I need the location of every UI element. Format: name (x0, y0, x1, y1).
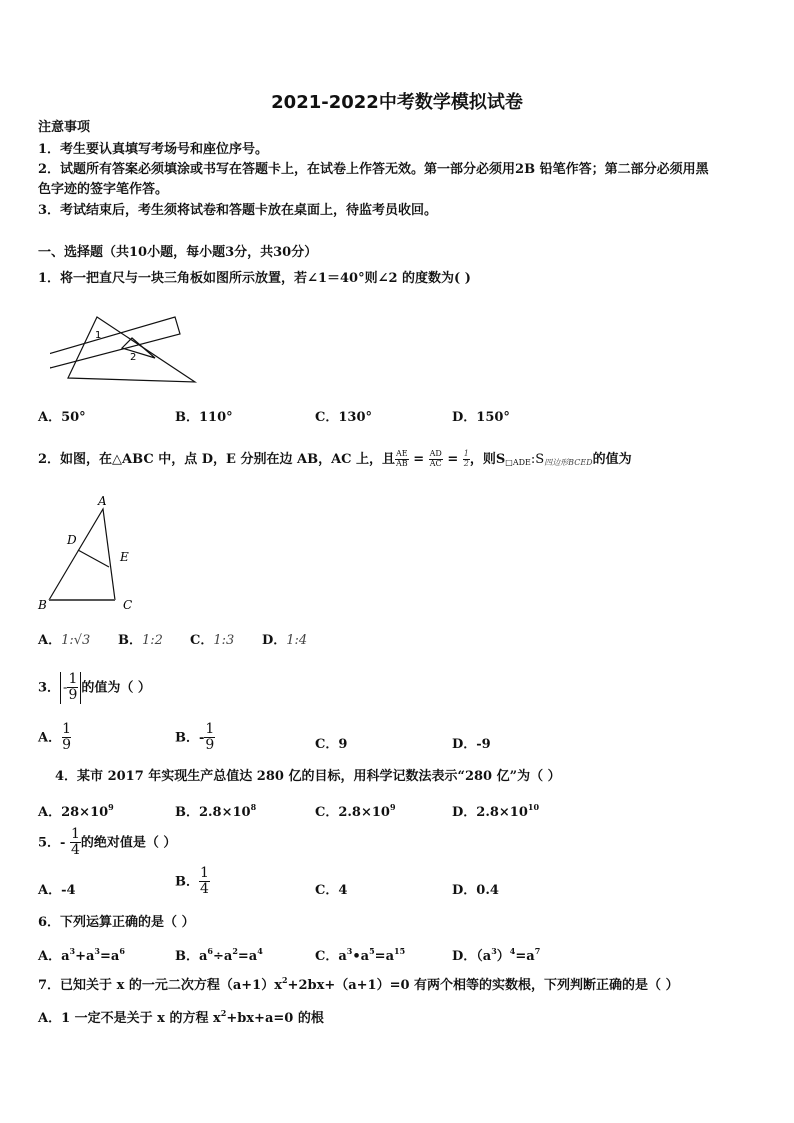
notice-item: 3．考试结束后，考生须将试卷和答题卡放在桌面上，待监考员收回。 (38, 203, 438, 218)
exponent: 7 (534, 946, 541, 956)
q2-option-b (118, 629, 163, 648)
q2-text: :S (530, 451, 545, 467)
q5-text: 的绝对值是（ ） (80, 835, 177, 851)
notice-item: 1．考生要认真填写考场号和座位序号。 (38, 142, 269, 157)
numerator: 1 (463, 449, 469, 458)
q4-option-c (315, 801, 396, 820)
exponent: 15 (394, 946, 406, 956)
option-text: C．2.8×10 (315, 805, 390, 820)
exponent: 3 (346, 946, 353, 956)
numerator: AD (429, 449, 442, 458)
fraction (429, 450, 443, 469)
option-text: ） (496, 949, 510, 964)
q2-text: 的值为 (592, 451, 632, 467)
option-letter: B． (175, 874, 199, 890)
q4-option-d (452, 801, 539, 820)
q6-option-b (175, 945, 263, 964)
q1-option-c: C．130° (315, 410, 372, 425)
ruler-triangle-figure (50, 312, 200, 387)
subscript: □ADE (505, 457, 531, 467)
exponent: 10 (527, 802, 540, 812)
option-text: C．a (315, 949, 347, 964)
q5-number: 5．- (38, 835, 66, 851)
option-text: +bx+a=0 的根 (226, 1011, 324, 1026)
exponent: 6 (119, 946, 125, 956)
absolute-value (60, 672, 81, 704)
q2-option-a (38, 629, 90, 648)
q5-option-a: A．-4 (38, 883, 76, 898)
option-text: =a (374, 949, 394, 964)
vertex-a-label: A (98, 494, 107, 508)
option-text: A．a (38, 949, 70, 964)
question-2 (38, 450, 632, 469)
option-value: 1:4 (286, 633, 308, 648)
q2-text: 2．如图，在△ABC 中，点 D，E 分别在边 AB，AC 上，且 (38, 451, 396, 467)
q6-option-a (38, 945, 125, 964)
q3-option-c: C．9 (315, 737, 348, 752)
option-value: 1:2 (142, 633, 163, 648)
denominator: 2 (463, 458, 469, 468)
numerator: 1 (205, 721, 215, 737)
q1-option-b: B．110° (175, 410, 233, 425)
q1-option-d: D．150° (452, 410, 510, 425)
denominator: 9 (68, 687, 78, 704)
q6-option-d (452, 945, 540, 964)
option-text: A．1 一定不是关于 x 的方程 x (38, 1011, 221, 1026)
option-letter: A． (38, 633, 62, 648)
angle-1-label: 1 (95, 330, 102, 341)
numerator: 1 (70, 826, 80, 842)
ruler (50, 317, 180, 368)
exponent: 2 (220, 1008, 227, 1018)
fraction (463, 450, 470, 469)
vertex-b-label: B (38, 598, 47, 612)
exponent: 9 (389, 802, 396, 812)
option-text: •a (352, 949, 370, 964)
q7-text: 7．已知关于 x 的一元二次方程（a+1）x (38, 978, 282, 993)
q7-text: +2bx+（a+1）=0 有两个相等的实数根，下列判断正确的是（ ） (287, 978, 679, 993)
option-text: ÷a (213, 949, 233, 964)
option-letter: B．- (175, 730, 205, 746)
q5-option-b (175, 866, 210, 898)
notice-item: 色字迹的签字笔作答。 (38, 182, 169, 197)
q5-option-d: D．0.4 (452, 883, 499, 898)
option-text: =a (100, 949, 120, 964)
exponent: 2 (281, 975, 288, 985)
notice-heading: 注意事项 (38, 120, 91, 135)
option-text: B．a (175, 949, 208, 964)
option-text: =a (515, 949, 535, 964)
q4-option-a (38, 801, 114, 820)
option-value: 1:3 (213, 633, 235, 648)
option-text: =a (237, 949, 258, 964)
q3-number: 3． (38, 680, 61, 696)
exponent: 3 (491, 946, 497, 956)
denominator: 9 (62, 737, 72, 754)
question-5 (38, 827, 176, 859)
option-text: B．2.8×10 (175, 805, 251, 820)
equals: = (447, 451, 459, 467)
subscript: 四边形BCED (544, 457, 593, 467)
q3-option-b (175, 722, 215, 754)
option-letter: A． (38, 730, 62, 746)
triangle-abc-figure (34, 493, 144, 613)
question-4: 4．某市 2017 年实现生产总值达 280 亿的目标，用科学记数法表示“280 亿”为（ ） (55, 769, 561, 784)
q3-text: 的值为（ ） (81, 680, 151, 696)
numerator: 1 (68, 671, 78, 687)
exponent: 5 (369, 946, 375, 956)
q2-text: ，则S (469, 451, 506, 467)
exponent: 9 (108, 802, 114, 812)
q2-option-c (190, 629, 234, 648)
section-heading: 一、选择题（共10小题，每小题3分，共30分） (38, 245, 318, 260)
exponent: 2 (232, 946, 238, 956)
q1-option-a: A．50° (38, 410, 86, 425)
exponent: 4 (257, 946, 263, 956)
question-1: 1．将一把直尺与一块三角板如图所示放置，若∠1＝40°则∠2 的度数为( ) (38, 271, 471, 286)
exponent: 3 (69, 946, 76, 956)
exponent: 3 (94, 946, 100, 956)
fraction (70, 827, 81, 859)
vertex-c-label: C (123, 598, 133, 612)
denominator: 9 (205, 737, 215, 754)
notice-item: 2．试题所有答案必须填涂或书写在答题卡上，在试卷上作答无效。第一部分必须用2B 铅笔作答；第二部分必须用黑 (38, 162, 709, 177)
vertex-e-label: E (120, 550, 129, 564)
numerator: AE (396, 449, 408, 458)
option-letter: C． (190, 633, 214, 648)
denominator: 4 (200, 881, 209, 898)
fraction (199, 866, 210, 898)
option-text: D．2.8×10 (452, 805, 528, 820)
vertex-d-label: D (67, 533, 77, 547)
denominator: AB (396, 458, 408, 468)
q2-option-d (262, 629, 307, 648)
q3-option-a (38, 722, 72, 754)
exponent: 4 (509, 946, 516, 956)
angle-2-label: 2 (130, 352, 137, 363)
option-value: 1:√3 (61, 633, 91, 648)
fraction (395, 450, 409, 469)
option-letter: B． (118, 633, 142, 648)
fraction (67, 672, 78, 704)
fraction (204, 722, 215, 754)
option-text: +a (75, 949, 95, 964)
q6-option-c (315, 945, 405, 964)
option-text: A．28×10 (38, 805, 109, 820)
option-text: D．（a (452, 949, 492, 964)
numerator: 1 (200, 865, 209, 881)
fraction (61, 722, 72, 754)
q7-option-a (38, 1010, 324, 1028)
numerator: 1 (62, 721, 72, 737)
exponent: 6 (207, 946, 213, 956)
minus-sign: - (63, 680, 68, 696)
option-letter: D． (262, 633, 287, 648)
question-6: 6．下列运算正确的是（ ） (38, 915, 195, 930)
question-7 (38, 977, 679, 995)
page-title: 2021-2022中考数学模拟试卷 (271, 92, 523, 113)
denominator: 4 (70, 842, 80, 859)
q4-option-b (175, 801, 256, 820)
exponent: 8 (250, 802, 257, 812)
question-3 (38, 672, 151, 704)
q3-option-d: D．-9 (452, 737, 491, 752)
denominator: AC (429, 458, 442, 468)
equals: = (413, 451, 425, 467)
q5-option-c: C．4 (315, 883, 348, 898)
